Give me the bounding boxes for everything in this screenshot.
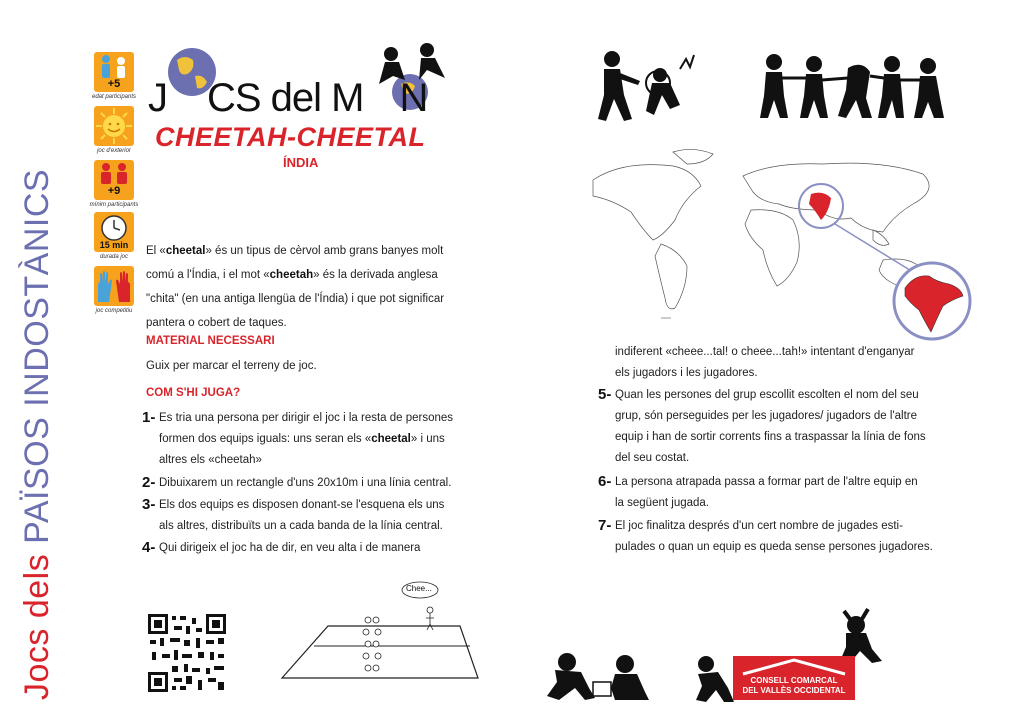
footer-line2: DEL VALLÈS OCCIDENTAL bbox=[742, 686, 846, 695]
people-icon bbox=[94, 160, 134, 200]
intro-paragraph: El «cheetal» és un tipus de cèrvol amb grans banyes molt comú a l'Índia, i el mot «cheetah» és la derivada anglesa "chita" (en una antiga llengüa de l'Índia) i que pot significar pantera o cobert de taques. bbox=[146, 245, 445, 329]
hands-caption: joc competitiu bbox=[95, 308, 133, 314]
step-3-text: Els dos equips es disposen donant-se l'esquena els uns als altres, distribuïts un a cada banda de la línia central. bbox=[159, 499, 445, 532]
clock-icon bbox=[94, 212, 134, 252]
kids-holding-hands-icon bbox=[752, 50, 947, 120]
people-value: +9 bbox=[107, 185, 121, 197]
step-4-text-a: Qui dirigeix el joc ha de dir, en veu alta i de manera bbox=[159, 542, 421, 554]
step-4-number: 4- bbox=[142, 539, 156, 556]
speech-bubble-text: Chee... bbox=[406, 584, 432, 593]
sun-icon bbox=[94, 106, 134, 146]
step-6-number: 6- bbox=[598, 473, 612, 490]
kids-chasing-icon bbox=[590, 45, 700, 125]
step-1-text: Es tria una persona per dirigir el joc i la resta de persones formen dos equips iguals: uns seran els «cheetal» i uns altres els «cheetah» bbox=[159, 412, 454, 466]
sun-caption: joc d'exterior bbox=[97, 148, 131, 154]
age-icon bbox=[94, 52, 134, 92]
country-title: ÍNDIA bbox=[283, 155, 319, 170]
logo-part2: CS del M bbox=[207, 76, 364, 120]
age-caption: edat participants bbox=[91, 94, 137, 100]
side-title bbox=[18, 169, 57, 700]
footer-logo bbox=[733, 656, 855, 700]
clock-caption: durada joc bbox=[99, 254, 129, 260]
footer-logo-text bbox=[733, 676, 855, 696]
footer-roof-icon bbox=[733, 656, 855, 676]
step-5-text: Quan les persones del grup escollit escolten el nom del seu grup, són perseguides per les jugadores/ jugadors de l'altre equip i han de sortir corrents fins a traspassar la línia de fons del seu costat. bbox=[615, 389, 926, 464]
hands-icon bbox=[94, 266, 134, 306]
material-heading: MATERIAL NECESSARI bbox=[146, 335, 275, 347]
people-caption: mínim participants bbox=[89, 202, 139, 208]
step-7-number: 7- bbox=[598, 517, 612, 534]
step-6-text: La persona atrapada passa a formar part de l'altre equip en la següent jugada. bbox=[615, 476, 918, 509]
step-2-number: 2- bbox=[142, 474, 156, 491]
india-zoom-icon bbox=[891, 260, 973, 342]
step-1-number: 1- bbox=[142, 409, 156, 426]
playing-field-diagram bbox=[280, 580, 480, 680]
footer-line1: CONSELL COMARCAL bbox=[750, 676, 838, 685]
side-title-part1: Jocs dels bbox=[18, 543, 56, 700]
step-4-text-b: indiferent «cheee...tal! o cheee...tah!» intentant d'enganyar els jugadors i les jugadores. bbox=[615, 346, 915, 379]
logo-part3: N bbox=[399, 76, 428, 120]
howto-heading: COM S'HI JUGA? bbox=[146, 387, 241, 399]
material-text: Guix per marcar el terreny de joc. bbox=[146, 360, 317, 372]
side-title-part2: PAÏSOS INDOSTÀNICS bbox=[18, 168, 56, 544]
kids-playing-icon bbox=[545, 648, 655, 703]
step-2-text: Dibuixarem un rectangle d'uns 20x10m i una línia central. bbox=[159, 477, 452, 489]
game-title: CHEETAH-CHEETAL bbox=[155, 122, 426, 152]
age-value: +5 bbox=[107, 78, 121, 90]
clock-value: 15 min bbox=[99, 240, 129, 250]
logo-part1: J bbox=[148, 76, 167, 120]
qr-code-icon bbox=[146, 612, 228, 694]
logo-title bbox=[148, 76, 427, 121]
kid-crouching-icon bbox=[692, 654, 737, 704]
step-3-number: 3- bbox=[142, 496, 156, 513]
step-5-number: 5- bbox=[598, 386, 612, 403]
step-7-text: El joc finalitza després d'un cert nombre de jugades esti- pulades o quan un equip es queda sense persones jugadores. bbox=[615, 520, 933, 553]
